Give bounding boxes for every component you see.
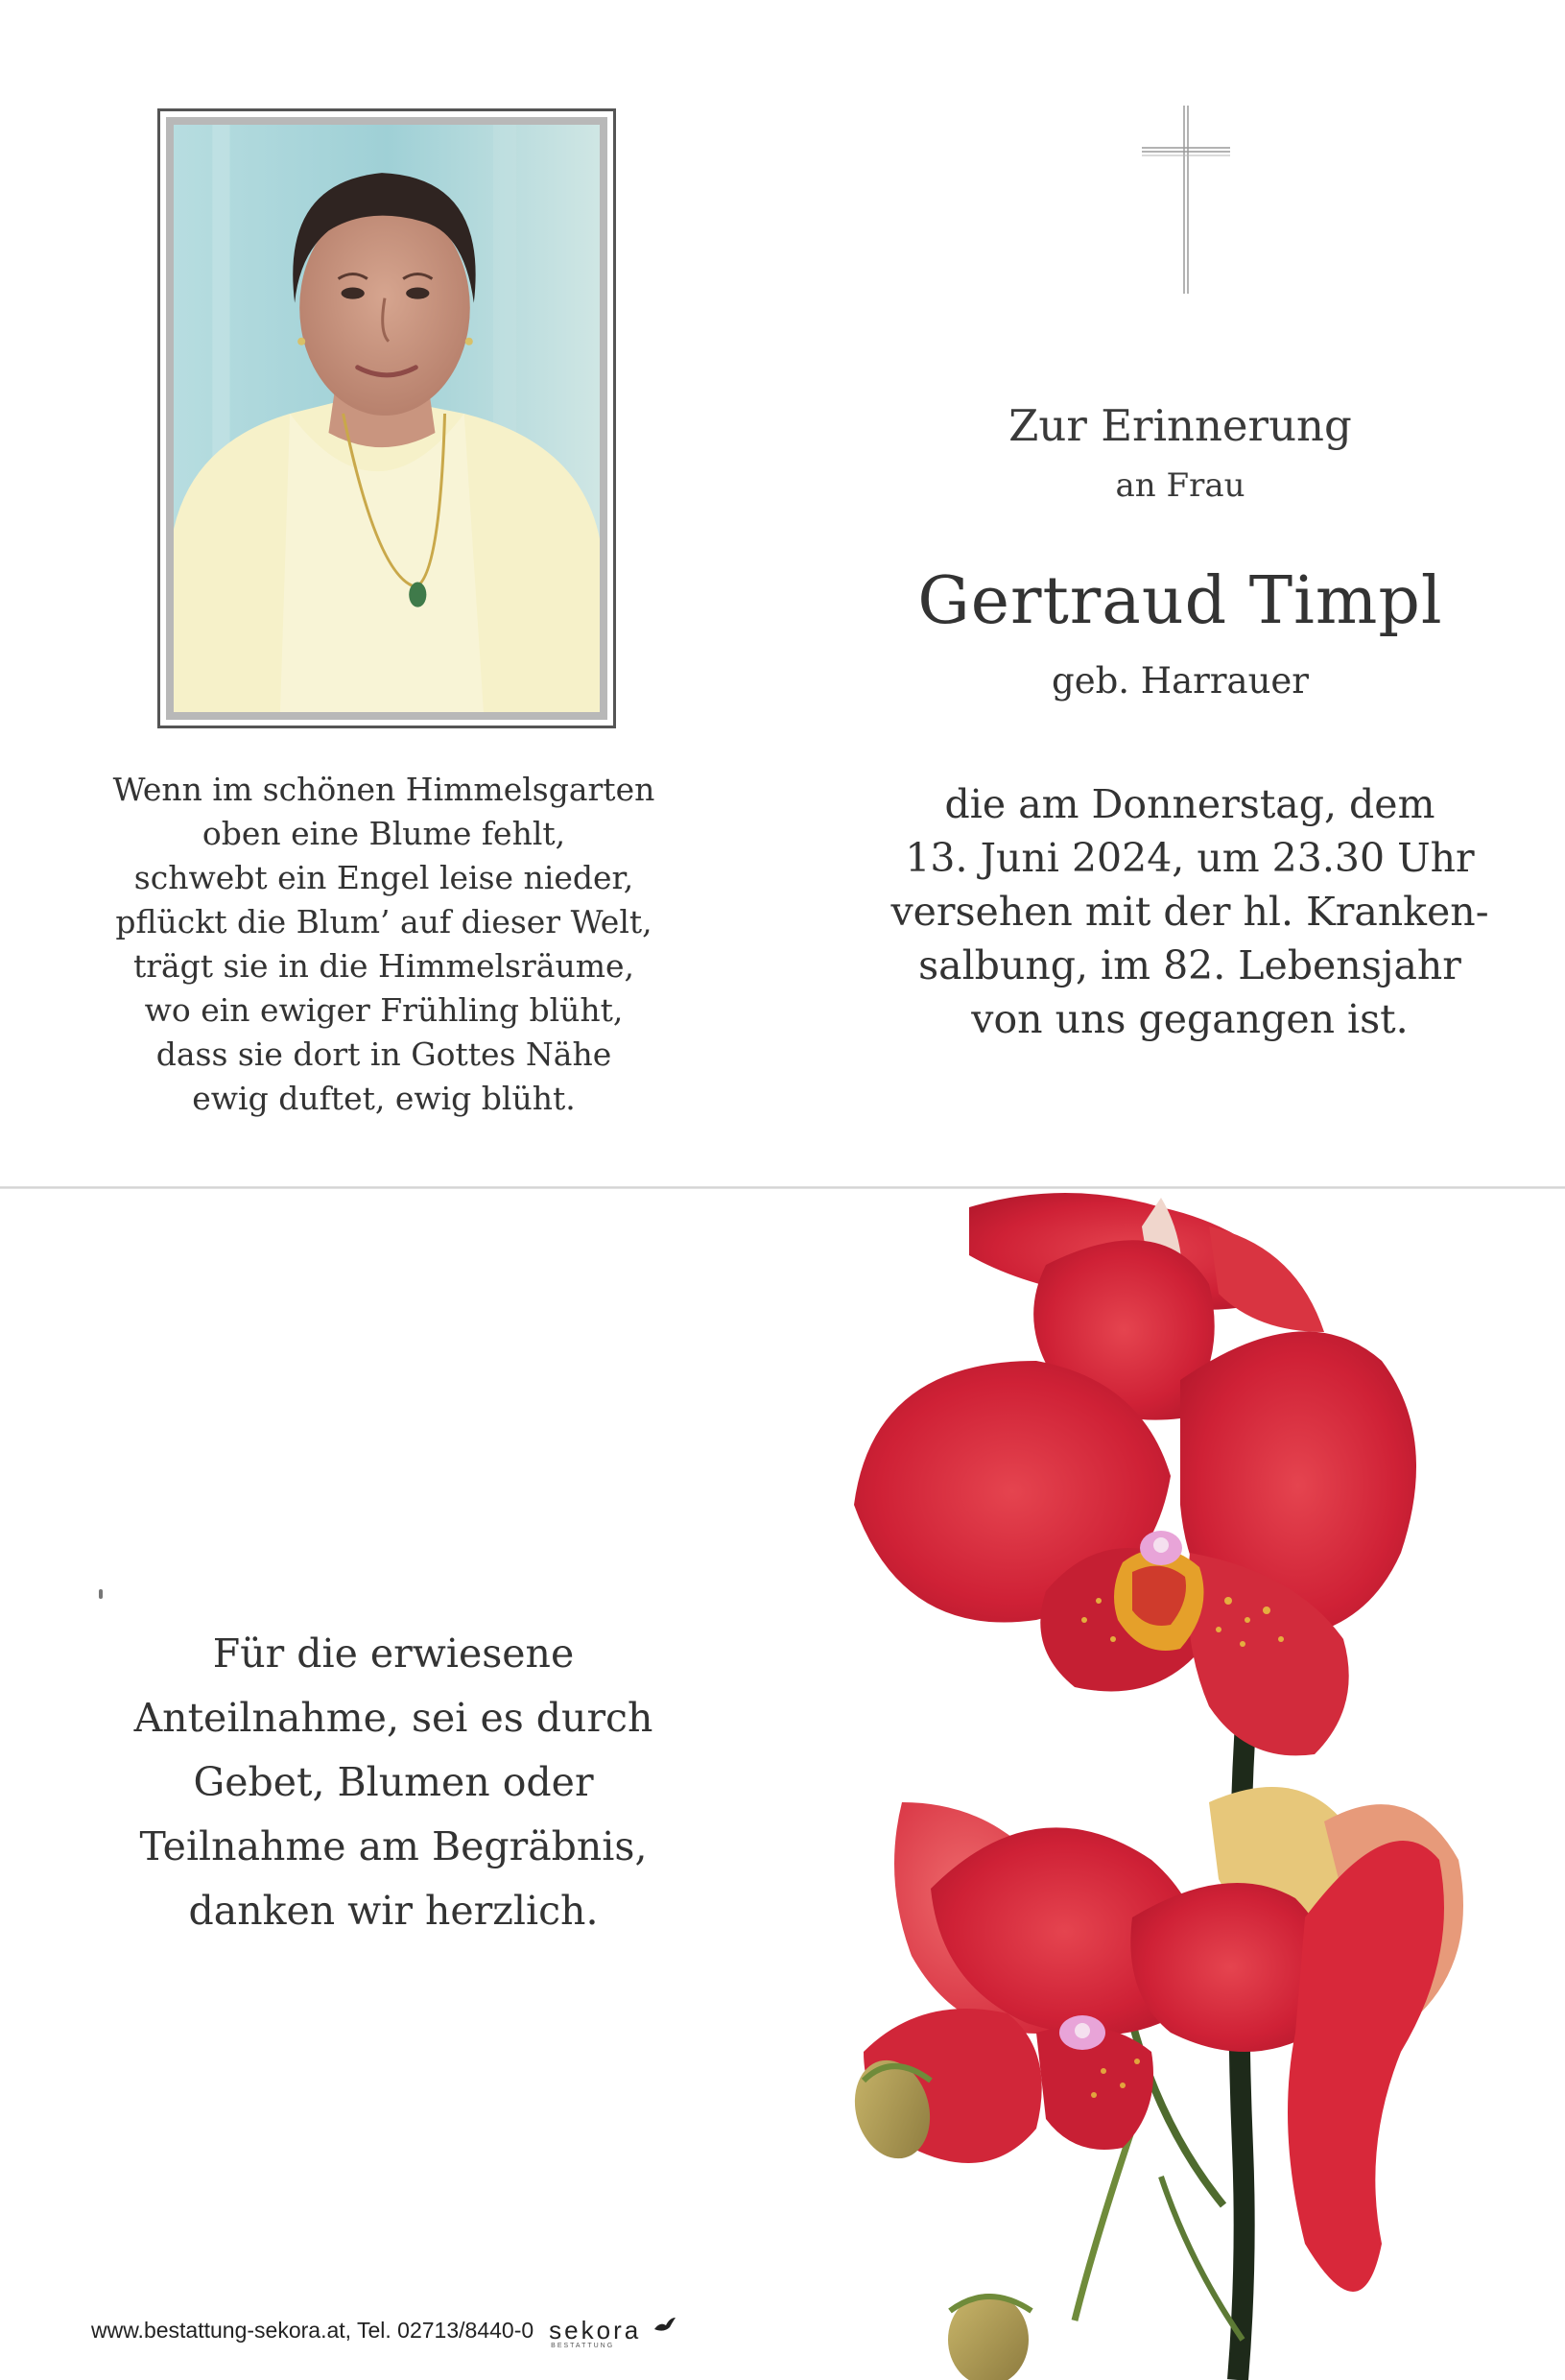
portrait-frame xyxy=(157,108,616,728)
poem-line: wo ein ewiger Frühling blüht, xyxy=(144,991,624,1029)
death-notice-line: von uns gegangen ist. xyxy=(971,996,1409,1042)
scan-speck xyxy=(99,1589,103,1599)
deceased-name: Gertraud Timpl xyxy=(917,563,1443,639)
poem xyxy=(86,768,681,1121)
death-notice-line: salbung, im 82. Lebensjahr xyxy=(918,942,1461,988)
death-notice-line: 13. Juni 2024, um 23.30 Uhr xyxy=(905,835,1475,881)
poem-line: trägt sie in die Himmelsräume, xyxy=(132,947,635,985)
death-notice-line: versehen mit der hl. Kranken- xyxy=(890,889,1489,935)
poem-line: Wenn im schönen Himmelsgarten xyxy=(112,771,655,808)
poem-line: oben eine Blume fehlt, xyxy=(202,815,566,852)
thanks-line: Für die erwiesene xyxy=(212,1630,575,1677)
poem-line: pflückt die Blum’ auf dieser Welt, xyxy=(115,903,652,940)
brand-name: sekora xyxy=(549,2315,642,2344)
cross-icon xyxy=(1138,106,1234,294)
brand-subtitle: BESTATTUNG xyxy=(551,2342,615,2349)
death-notice xyxy=(844,777,1535,1046)
footer xyxy=(91,2311,677,2349)
footer-contact: www.bestattung-sekora.at, Tel. 02713/8440-0 xyxy=(91,2317,534,2343)
brand-logo xyxy=(549,2315,677,2349)
honorific: an Frau xyxy=(1115,466,1245,505)
thanks-line: Teilnahme am Begräbnis, xyxy=(139,1823,648,1869)
card-inner-top xyxy=(0,0,1565,1188)
death-notice-line: die am Donnerstag, dem xyxy=(944,781,1435,827)
thanks-line: danken wir herzlich. xyxy=(188,1888,599,1934)
poem-line: dass sie dort in Gottes Nähe xyxy=(155,1035,612,1073)
orchid-image xyxy=(844,1188,1565,2380)
thanks-line: Gebet, Blumen oder xyxy=(193,1759,594,1805)
portrait-mat xyxy=(166,117,607,720)
bird-icon xyxy=(652,2316,677,2337)
portrait-photo xyxy=(174,125,600,712)
thanks-text xyxy=(106,1622,681,1943)
thanks-line: Anteilnahme, sei es durch xyxy=(133,1695,653,1741)
poem-line: schwebt ein Engel leise nieder, xyxy=(133,859,634,896)
heading: Zur Erinnerung xyxy=(1008,400,1352,451)
birth-name: geb. Harrauer xyxy=(1052,660,1309,702)
poem-line: ewig duftet, ewig blüht. xyxy=(192,1080,576,1117)
